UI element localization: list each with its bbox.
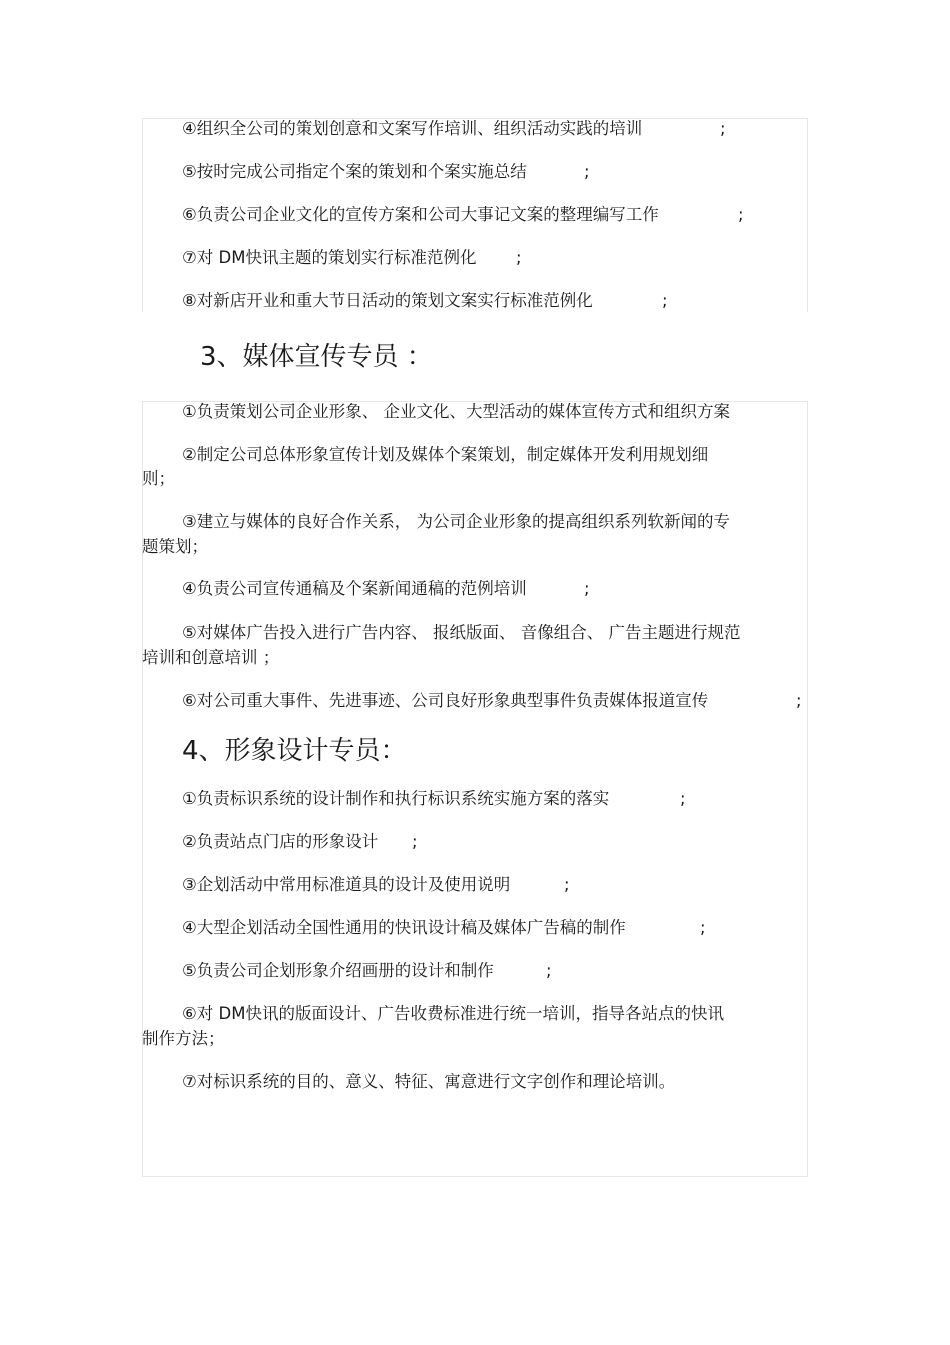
list-item: ②制定公司总体形象宣传计划及媒体个案策划，制定媒体开发利用规划细 (182, 445, 709, 464)
list-item: ⑥对公司重大事件、先进事迹、公司良好形象典型事件负责媒体报道宣传 (182, 691, 709, 710)
list-item: ④组织全公司的策划创意和文案写作培训、组织活动实践的培训 (182, 119, 643, 138)
item-semicolon: ; (738, 205, 744, 224)
item-semicolon: ; (564, 875, 570, 894)
item-semicolon: ; (584, 162, 590, 181)
item-semicolon: ; (720, 119, 726, 138)
list-item: ③建立与媒体的良好合作关系， 为公司企业形象的提高组织系列软新闻的专 (182, 512, 731, 531)
item-semicolon: ; (680, 789, 686, 808)
list-item: ⑦对标识系统的目的、意义、特征、寓意进行文字创作和理论培训。 (182, 1072, 676, 1091)
item-semicolon: ; (584, 579, 590, 598)
list-item: ④大型企划活动全国性通用的快讯设计稿及媒体广告稿的制作 (182, 918, 626, 937)
item-semicolon: ; (412, 832, 418, 851)
section-heading-media: 3、媒体宣传专员 ： (200, 342, 433, 372)
list-item: ⑦对 DM快讯主题的策划实行标准范例化 (182, 248, 477, 267)
list-item: ①负责策划公司企业形象、 企业文化、大型活动的媒体宣传方式和组织方案 (182, 402, 731, 421)
item-semicolon: ; (662, 291, 668, 310)
list-item: ⑤对媒体广告投入进行广告内容、 报纸版面、 音像组合、 广告主题进行规范 (182, 623, 741, 642)
list-item-continuation: 题策划； (142, 537, 208, 556)
section-heading-design: 4、形象设计专员： (182, 736, 407, 766)
list-item: ④负责公司宣传通稿及个案新闻通稿的范例培训 (182, 579, 527, 598)
list-item: ②负责站点门店的形象设计 (182, 832, 379, 851)
item-semicolon: ; (516, 248, 522, 267)
item-semicolon: ; (796, 691, 802, 710)
list-item: ①负责标识系统的设计制作和执行标识系统实施方案的落实 (182, 789, 610, 808)
item-semicolon: ; (700, 918, 706, 937)
item-semicolon: ; (546, 961, 552, 980)
list-item: ⑥对 DM快讯的版面设计、广告收费标准进行统一培训，指导各站点的快讯 (182, 1004, 724, 1023)
list-item-continuation: 培训和创意培训 ； (142, 648, 280, 667)
list-item: ⑤按时完成公司指定个案的策划和个案实施总结 (182, 162, 527, 181)
list-item: ⑥负责公司企业文化的宣传方案和公司大事记文案的整理编写工作 (182, 205, 659, 224)
list-item: ⑤负责公司企划形象介绍画册的设计和制作 (182, 961, 494, 980)
list-item: ⑧对新店开业和重大节日活动的策划文案实行标准范例化 (182, 291, 593, 310)
list-item: ③企划活动中常用标准道具的设计及使用说明 (182, 875, 511, 894)
list-item-continuation: 则； (142, 469, 175, 488)
list-item-continuation: 制作方法； (142, 1029, 225, 1048)
